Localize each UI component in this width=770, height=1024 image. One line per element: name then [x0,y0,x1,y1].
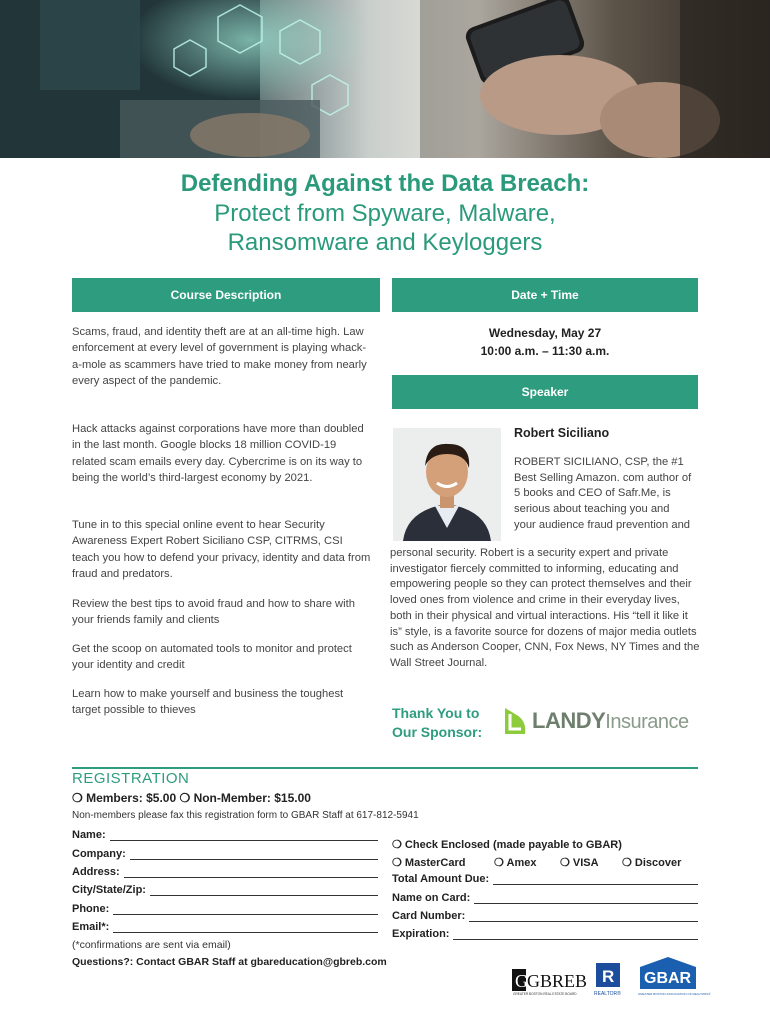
total-amount-label: Total Amount Due: [392,873,490,885]
date-time-header: Date + Time [392,278,698,312]
speaker-name: Robert Siciliano [514,426,610,440]
name-label: Name: [72,829,106,841]
name-on-card-field[interactable] [392,892,698,904]
speaker-bio-intro: ROBERT SICILIANO, CSP, the #1 Best Selling Amazon. com author of 5 books and CEO of Safr.Me, is serious about teaching you and your audience fraud prevention and [514,456,692,531]
course-paragraph-2: Hack attacks against corporations have more than doubled in the last month. Google blocks 18 million COVID-19 related scam emails every day. Cybercrime is on its way to being the world’s third-largest economy by 2021. [72,423,364,484]
company-field[interactable] [72,848,378,860]
sponsor-name-bold: LANDY [532,708,606,733]
card-number-label: Card Number: [392,910,466,922]
hero-illustration [0,0,770,158]
event-date: Wednesday, May 27 [488,326,602,340]
gbreb-logo [512,957,588,1002]
svg-text:R: R [602,967,615,986]
sponsor-thanks-line-2: Our Sponsor: [392,724,483,740]
speaker-photo [393,428,501,541]
gbar-logo [636,957,711,1002]
realtor-wordmark: REALTOR® [594,991,621,997]
company-label: Company: [72,848,126,860]
address-field[interactable] [72,866,378,878]
amex-option[interactable]: ❍ Amex [494,857,537,869]
sponsor-thanks-line-1: Thank You to [392,705,480,721]
city-state-zip-field[interactable] [72,884,378,896]
course-paragraph-6: Learn how to make yourself and business the toughest target possible to thieves [72,688,344,717]
mastercard-option[interactable]: ❍ MasterCard [392,857,466,869]
name-field[interactable] [72,829,378,841]
event-title: Defending Against the Data Breach: [180,170,590,197]
course-paragraph-4: Review the best tips to avoid fraud and how to share with your friends family and clients [72,598,355,627]
course-paragraph-1: Scams, fraud, and identity theft are at an all-time high. Law enforcement at every level of government is playing whack-a-mole as scammers have tried to make money from nearly every aspect of the pandemic. [72,326,367,387]
visa-option[interactable]: ❍ VISA [560,857,599,869]
speaker-bio-body: personal security. Robert is a security expert and private investigator fiercely committed to informing, educating and empowering people so they can protect themselves and their loved ones from violence and crime in their everyday lives, both in their physical and virtual interactions. His “tell it like it is” style, is a favorite source for dozens of major media outlets such as Anderson Cooper, CNN, Fox News, NY Times and the Wall Street Journal. [390,547,700,669]
address-label: Address: [72,866,120,878]
phone-label: Phone: [72,903,110,915]
gbar-subtitle: GREATER BOSTON ASSOCIATION OF REALTORS® [638,992,711,996]
expiration-field[interactable] [392,928,698,940]
phone-field[interactable] [72,903,378,915]
fax-note: Non-members please fax this registration form to GBAR Staff at 617-812-5941 [72,810,419,821]
registration-divider [72,767,698,769]
sponsor-thanks [392,704,482,742]
sponsor-name-rest: Insurance [605,711,689,733]
membership-options[interactable]: ❍ Members: $5.00 ❍ Non-Member: $15.00 [72,791,311,805]
hero-image [0,0,770,158]
confirmation-note: (*confirmations are sent via email) [72,939,231,951]
realtor-logo [594,957,624,1002]
city-state-zip-label: City/State/Zip: [72,884,146,896]
subtitle-line-2: Ransomware and Keyloggers [227,229,543,256]
card-number-field[interactable] [392,910,698,922]
name-on-card-label: Name on Card: [392,892,471,904]
landy-leaf-icon [502,706,528,736]
expiration-label: Expiration: [392,928,450,940]
speaker-header: Speaker [392,375,698,409]
svg-text:G: G [515,971,528,991]
gbar-wordmark: GBAR [644,970,692,987]
event-time: 10:00 a.m. – 11:30 a.m. [480,344,610,358]
registration-heading: REGISTRATION [72,770,190,787]
gbreb-subtitle: GREATER BOSTON REAL ESTATE BOARD [513,992,577,996]
course-paragraph-5: Get the scoop on automated tools to monitor and protect your identity and credit [72,643,352,672]
email-field[interactable] [72,921,378,933]
total-amount-field[interactable] [392,873,698,885]
course-paragraph-3: Tune in to this special online event to hear Security Awareness Expert Robert Siciliano CSP, CITRMS, CSI teach you how to defend your privacy, identity and data from fraud and predators. [72,519,371,580]
sponsor-logo [502,706,689,736]
email-label: Email*: [72,921,110,933]
subtitle-line-1: Protect from Spyware, Malware, [214,200,556,227]
gbreb-wordmark: GBREB [527,971,588,991]
discover-option[interactable]: ❍ Discover [622,857,682,869]
questions-contact: Questions?: Contact GBAR Staff at gbareducation@gbreb.com [72,956,387,968]
event-subtitle [0,199,770,257]
check-enclosed-option[interactable]: ❍ Check Enclosed (made payable to GBAR) [392,839,622,851]
course-description-header: Course Description [72,278,380,312]
